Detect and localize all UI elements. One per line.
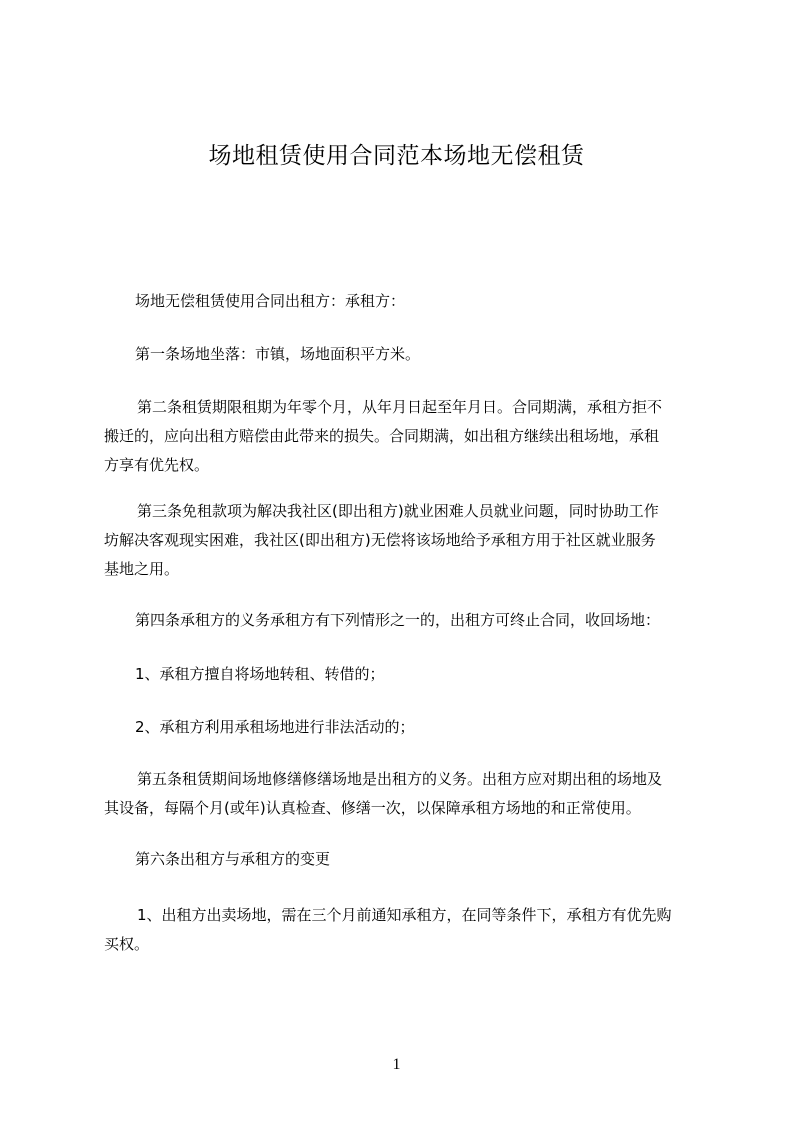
paragraph-article-4 (135, 606, 725, 635)
paragraph-line: 1、出租方出卖场地，需在三个月前通知承租方，在同等条件下，承租方有优先购 (137, 906, 672, 924)
paragraph-line: 第二条租赁期限租期为年零个月，从年月日起至年月日。合同期满，承租方拒不 (137, 398, 663, 416)
paragraph-line: 2、承租方利用承租场地进行非法活动的； (135, 718, 415, 736)
paragraph-line: 第一条场地坐落：市镇，场地面积平方米。 (135, 345, 421, 363)
paragraph-line: 其设备，每隔个月(或年)认真检查、修缮一次，以保障承租方场地的和正常使用。 (104, 799, 641, 817)
page-number: 1 (392, 1056, 401, 1073)
paragraph-article-6 (135, 845, 725, 874)
document-title: 场地租赁使用合同范本场地无偿租赁 (208, 143, 585, 169)
paragraph-line: 1、承租方擅自将场地转租、转借的； (135, 665, 385, 683)
paragraph-item-2 (135, 713, 725, 742)
paragraph-line: 买权。 (104, 935, 150, 953)
paragraph-line: 基地之用。 (104, 560, 180, 578)
paragraph-article-6-item-1 (104, 901, 714, 959)
paragraph-article-1 (135, 340, 725, 369)
paragraph-line: 第三条免租款项为解决我社区(即出租方)就业困难人员就业问题，同时协助工作 (137, 502, 659, 520)
paragraph-line: 场地无偿租赁使用合同出租方：承租方： (135, 292, 406, 310)
paragraph-article-3 (104, 497, 714, 584)
paragraph-article-5 (104, 765, 714, 823)
paragraph-article-2 (104, 393, 714, 480)
paragraph-parties (135, 287, 725, 316)
paragraph-line: 方享有优先权。 (104, 456, 210, 474)
paragraph-line: 坊解决客观现实困难，我社区(即出租方)无偿将该场地给予承租方用于社区就业服务 (104, 531, 656, 549)
paragraph-line: 第六条出租方与承租方的变更 (135, 850, 331, 868)
paragraph-line: 第四条承租方的义务承租方有下列情形之一的，出租方可终止合同，收回场地： (135, 611, 661, 629)
paragraph-line: 搬迁的，应向出租方赔偿由此带来的损失。合同期满，如出租方继续出租场地，承租 (104, 427, 660, 445)
paragraph-item-1 (135, 660, 725, 689)
paragraph-line: 第五条租赁期间场地修缮修缮场地是出租方的义务。出租方应对期出租的场地及 (137, 770, 663, 788)
